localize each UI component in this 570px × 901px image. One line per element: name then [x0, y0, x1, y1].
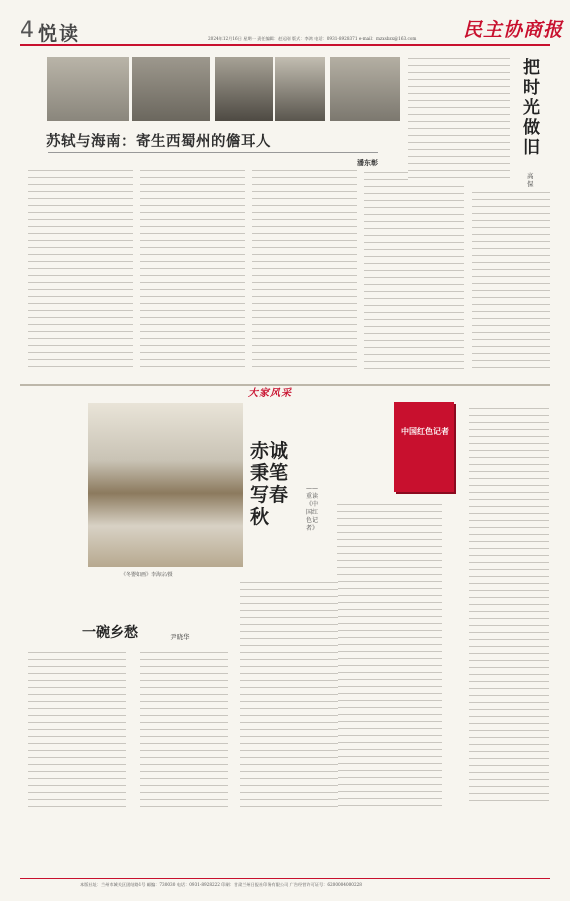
rice-bowl-col-1 — [28, 650, 126, 810]
journalist-col-b — [469, 406, 549, 806]
page-number: 4 — [20, 18, 34, 43]
footer-text: 本版社址：兰州市城关区团结路1号 邮编：730030 电话：0931-8928222 印刷：甘肃兰州日报社印务有限公司 广告经营许可证号：6200004000228 — [80, 882, 362, 887]
footer-rule — [20, 878, 550, 879]
portrait-photo-3 — [275, 57, 325, 121]
rice-bowl-author: 尹晓华 — [170, 633, 190, 641]
issue-line: 2024年12月16日 星期一 责任编辑：赵运刚 版式：李鸿 电话：0931-8928371 e-mail：mzxsbzx@163.com — [208, 36, 417, 41]
su-shi-col-2 — [140, 168, 245, 368]
spotlight-author: 高保 — [527, 172, 534, 188]
su-shi-author: 潘东彰 — [357, 158, 378, 167]
book-cover — [394, 402, 454, 492]
landscape-photo — [88, 403, 243, 567]
landscape-section-title: 大家风采 — [248, 388, 292, 399]
spotlight-col-bottom — [472, 190, 550, 370]
spotlight-title: 把时光做旧 — [523, 58, 540, 158]
section-title: 悦读 — [38, 23, 81, 45]
su-shi-col-4 — [364, 170, 464, 370]
portrait-photo-2 — [215, 57, 273, 121]
journalist-col-c — [240, 580, 338, 808]
su-shi-rule — [48, 152, 378, 153]
su-shi-col-3 — [252, 168, 357, 368]
group-photo — [47, 57, 129, 121]
spotlight-col-top — [408, 56, 510, 181]
photo-caption: 《冬婴如画》李海宗/摄 — [121, 572, 173, 578]
book-cover-title: 中国红色记者 — [401, 426, 449, 436]
su-shi-col-1 — [28, 168, 133, 368]
portrait-photo-1 — [132, 57, 210, 121]
rice-bowl-title: 一碗乡愁 — [82, 625, 138, 641]
su-shi-title: 苏轼与海南：寄生西蜀州的儋耳人 — [46, 133, 271, 150]
group-photo-2 — [330, 57, 400, 121]
journalist-col-a — [337, 502, 442, 807]
rice-bowl-col-2 — [140, 650, 228, 810]
masthead-rule — [20, 44, 550, 46]
red-journalist-subtitle: ——重读《中国红色记者》 — [306, 485, 319, 532]
red-journalist-title: 赤诚秉笔写春秋 — [250, 440, 289, 528]
newspaper-brand: 民主协商报 — [463, 19, 564, 41]
